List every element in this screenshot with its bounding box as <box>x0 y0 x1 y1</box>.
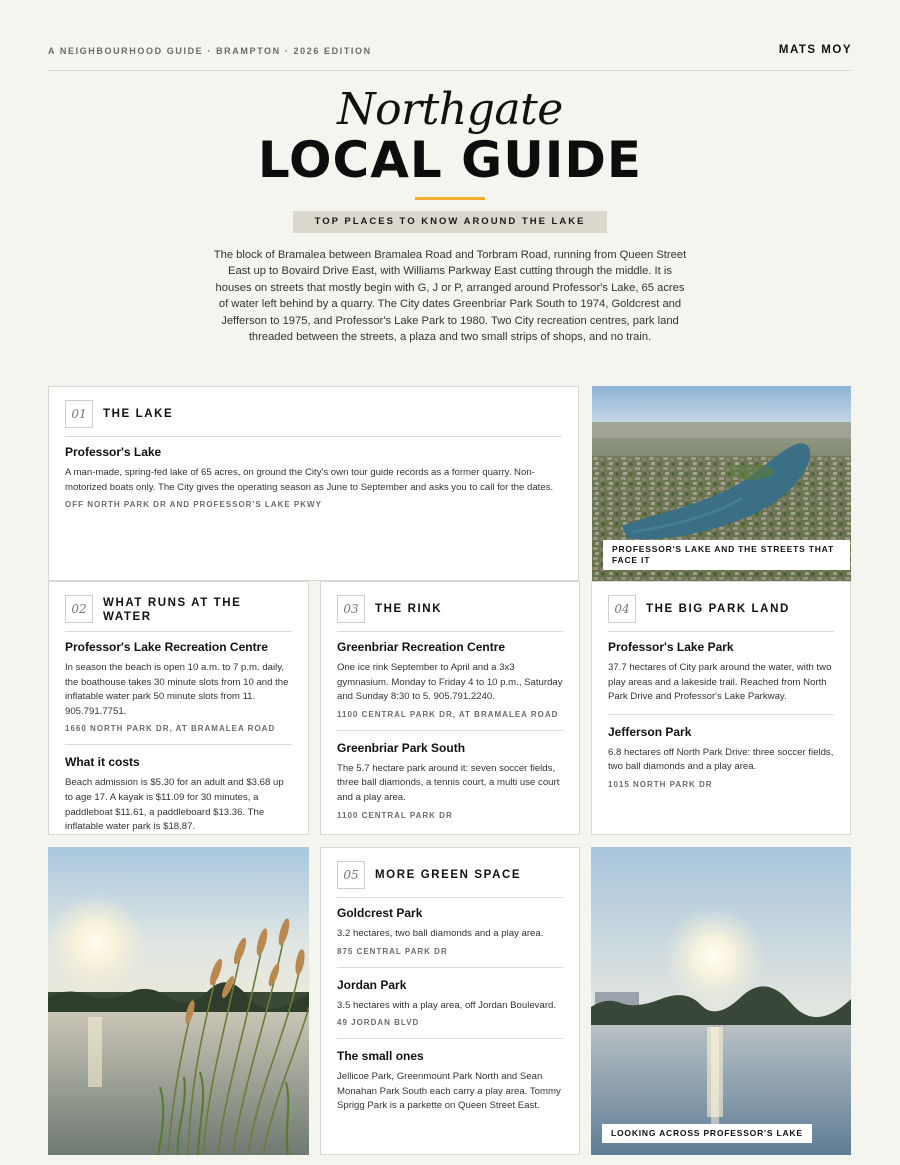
entry-description: 3.2 hectares, two ball diamonds and a play area. <box>337 928 544 939</box>
entry-name: What it costs <box>65 755 140 770</box>
entry-address: 1660 NORTH PARK DR, AT BRAMALEA ROAD <box>65 724 276 734</box>
section-header <box>65 595 292 632</box>
lake-sunset-photo <box>591 847 851 1155</box>
top-bar <box>48 44 852 71</box>
list-item <box>608 640 834 715</box>
section-title: THE BIG PARK LAND <box>646 603 790 615</box>
entry-address: 1100 CENTRAL PARK DR <box>337 810 453 820</box>
entry-address: 49 JORDAN BLVD <box>337 1018 420 1028</box>
entry-description: 6.8 hectares off North Park Drive: three soccer fields, two ball diamonds and a play area. <box>608 746 834 773</box>
entry-name: Professor's Lake <box>65 445 162 459</box>
section-title: MORE GREEN SPACE <box>375 869 522 881</box>
section-header <box>65 400 562 437</box>
entry-description: Beach admission is $5.30 for an adult and $3.68 up to age 17. A kayak is $11.09 for 30 minutes, a paddleboat $11.61, a paddleboard $13.36. The inflatable water park is $18.87. <box>65 777 284 833</box>
main-title: LOCAL GUIDE <box>257 131 643 189</box>
reeds-sunset-photo <box>48 847 309 1155</box>
section-title: THE RINK <box>375 603 443 615</box>
entry-description: 3.5 hectares with a play area, off Jordan Boulevard. <box>337 999 557 1011</box>
intro-paragraph: The block of Bramalea between Bramalea Road and Torbram Road, running from Queen Street East up to Bovaird Drive East, with Williams Parkway East cutting through the middle. It is houses on streets that mostly begin with G, J or P, arranged around Professor's Lake, 65 acres of water left behind by a quarry. The City dates Greenbriar Park South to 1974, Goldcrest and Jefferson to 1975, and Professor's Lake Park to 1980. Two City recreation centres, park land threaded between the streets, a plaza and two small strips of shops, and no train. <box>213 249 687 344</box>
list-item <box>337 906 563 968</box>
entry-description: 37.7 hectares of City park around the water, with two play areas and a lakeside trail. Reached from North Park Drive and Professor's Lake Parkway. <box>608 662 832 703</box>
section-number: 04 <box>608 595 636 623</box>
list-item <box>65 640 292 745</box>
section-title: WHAT RUNS AT THE WATER <box>103 597 242 623</box>
photo-caption: PROFESSOR'S LAKE AND THE STREETS THAT FACE IT <box>603 540 850 570</box>
entry-name: Jefferson Park <box>608 724 692 739</box>
list-item <box>337 1049 563 1123</box>
entry-name: Greenbriar Park South <box>337 740 466 755</box>
accent-rule <box>415 197 485 200</box>
list-item <box>337 640 563 731</box>
section-card-what-runs-at-the-water <box>48 581 309 835</box>
photo-caption: LOOKING ACROSS PROFESSOR'S LAKE <box>602 1124 812 1143</box>
script-title: Northgate <box>337 84 563 135</box>
section-header <box>608 595 834 632</box>
section-card-more-green-space <box>320 847 580 1155</box>
author-name: MATS MOY <box>778 44 852 56</box>
section-card-the-lake <box>48 386 579 581</box>
section-number: 05 <box>337 861 365 889</box>
section-number: 01 <box>65 400 93 428</box>
tagline-badge: TOP PLACES TO KNOW AROUND THE LAKE <box>293 211 607 233</box>
list-item <box>337 978 563 1040</box>
aerial-lake-photo <box>592 386 851 581</box>
section-number: 02 <box>65 595 93 623</box>
entry-name: Professor's Lake Park <box>608 640 734 654</box>
entry-description: One ice rink September to April and a 3x3 gymnasium. Monday to Friday 4 to 10 p.m., Saturday and Sunday 8:30 to 5. 905.791.2240. <box>337 662 563 703</box>
entry-description: Jellicoe Park, Greenmount Park North and Sean Monahan Park South each carry a play area. Tommy Sprigg Park is a parkette on Queen Street East. <box>337 1071 561 1112</box>
entry-name: Greenbriar Recreation Centre <box>337 640 506 654</box>
entry-address: 1015 NORTH PARK DR <box>608 779 713 789</box>
entry-address: 1100 CENTRAL PARK DR, AT BRAMALEA ROAD <box>337 709 559 719</box>
entry-address: OFF NORTH PARK DR AND PROFESSOR'S LAKE PKWY <box>65 500 322 510</box>
list-item <box>608 725 834 800</box>
list-item <box>65 755 292 843</box>
entry-name: Professor's Lake Recreation Centre <box>65 640 268 654</box>
entry-name: The small ones <box>337 1049 424 1064</box>
entry-description: A man-made, spring-fed lake of 65 acres, on ground the City's own tour guide records as a former quarry. Non-motorized boats only. The City gives the operating season as June to September and asks you to call for the dates. <box>65 467 554 493</box>
entry-description: The 5.7 hectare park around it: seven soccer fields, three ball diamonds, a tennis court, a multi use court and a play area. <box>337 762 560 803</box>
section-title: THE LAKE <box>103 408 174 420</box>
list-item <box>337 741 563 831</box>
section-header <box>337 595 563 632</box>
section-header <box>337 861 563 898</box>
section-number: 03 <box>337 595 365 623</box>
entry-description: In season the beach is open 10 a.m. to 7 p.m. daily, the boathouse takes 30 minute slots from 10 and the inflatable water park 50 minute slots from 11. 905.791.7751. <box>65 662 289 717</box>
list-item <box>65 445 562 520</box>
entry-name: Goldcrest Park <box>337 906 423 920</box>
section-card-the-rink <box>320 581 580 835</box>
entry-name: Jordan Park <box>337 977 407 992</box>
entry-address: 875 CENTRAL PARK DR <box>337 946 448 956</box>
guide-kicker: A NEIGHBOURHOOD GUIDE · BRAMPTON · 2026 EDITION <box>48 46 372 56</box>
section-card-the-big-park-land <box>591 581 851 835</box>
